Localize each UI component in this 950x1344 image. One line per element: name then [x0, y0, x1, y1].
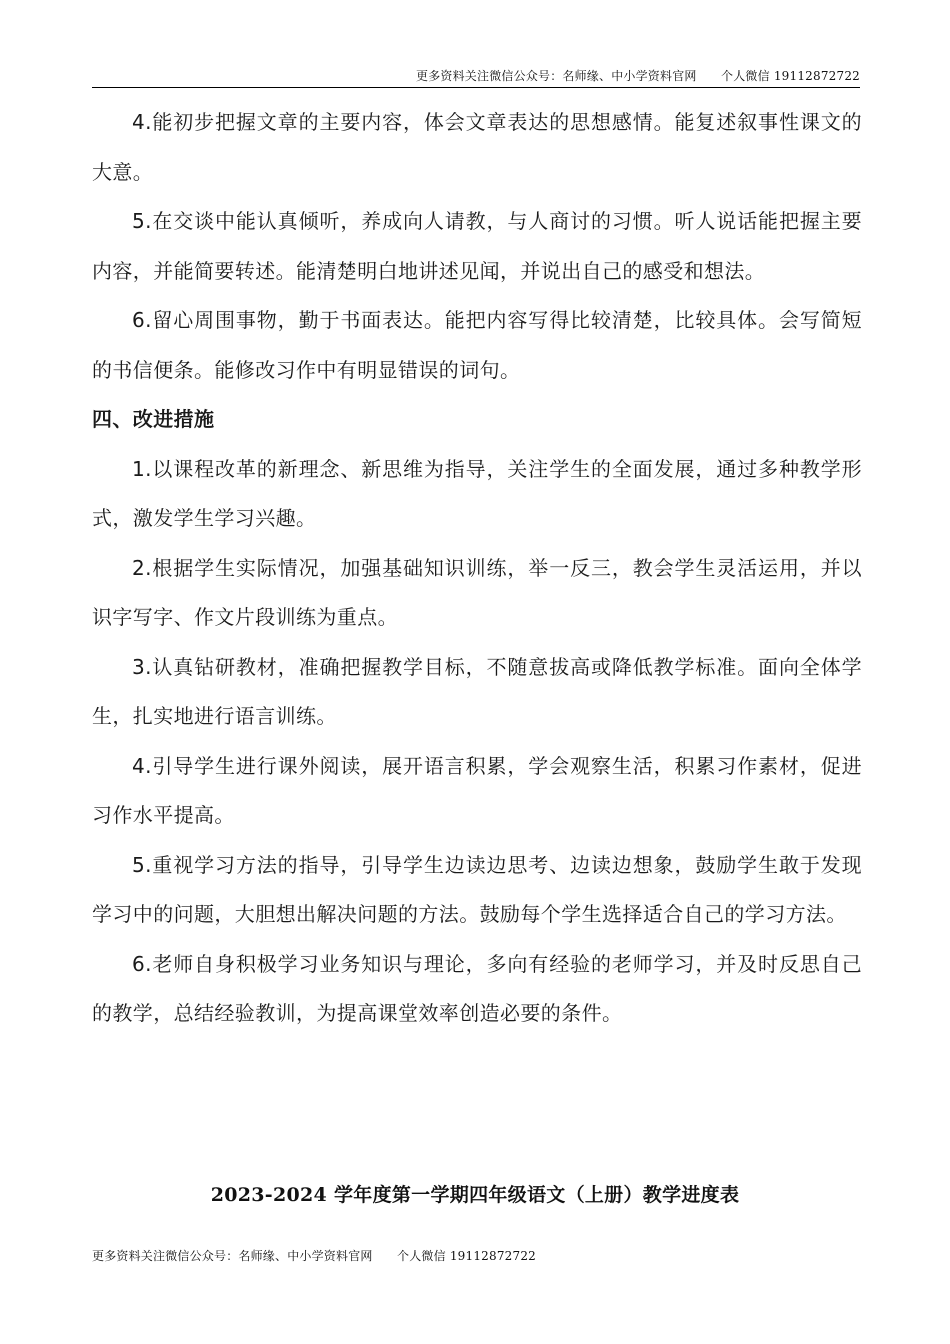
measure-item-3: 3.认真钻研教材，准确把握教学目标，不随意拔高或降低教学标准。面向全体学生，扎实地进行语言训练。 [92, 654, 862, 728]
paragraph-goal-4: 4.能初步把握文章的主要内容，体会文章表达的思想感情。能复述叙事性课文的大意。 [92, 110, 862, 184]
page-footer: 更多资料关注微信公众号：名师缘、中小学资料官网 个人微信 19112872722 [92, 1249, 536, 1263]
measure-item-1: 1.以课程改革的新理念、新思维为指导，关注学生的全面发展，通过多种教学形式，激发学生学习兴趣。 [92, 456, 862, 530]
measure-item-4: 4.引导学生进行课外阅读，展开语言积累，学会观察生活，积累习作素材，促进习作水平提高。 [92, 753, 862, 827]
paragraph-goal-5: 5.在交谈中能认真倾听，养成向人请教，与人商讨的习惯。听人说话能把握主要内容，并能简要转述。能清楚明白地讲述见闻，并说出自己的感受和想法。 [92, 209, 862, 283]
paragraph-goal-6: 6.留心周围事物，勤于书面表达。能把内容写得比较清楚，比较具体。会写简短的书信便条。能修改习作中有明显错误的词句。 [92, 308, 862, 382]
document-body [92, 98, 862, 1039]
document-title: 2023-2024 学年度第一学期四年级语文（上册）教学进度表 [210, 1184, 740, 1206]
measure-item-6: 6.老师自身积极学习业务知识与理论，多向有经验的老师学习，并及时反思自己的教学，总结经验教训，为提高课堂效率创造必要的条件。 [92, 951, 862, 1025]
section-title: 四、改进措施 [92, 407, 215, 431]
measure-item-5: 5.重视学习方法的指导，引导学生边读边思考、边读边想象，鼓励学生敢于发现学习中的问题，大胆想出解决问题的方法。鼓励每个学生选择适合自己的学习方法。 [92, 852, 862, 926]
measure-item-2: 2.根据学生实际情况，加强基础知识训练，举一反三，教会学生灵活运用，并以识字写字、作文片段训练为重点。 [92, 555, 862, 629]
page-header [92, 64, 860, 88]
header-text: 更多资料关注微信公众号：名师缘、中小学资料官网 个人微信 19112872722 [416, 69, 860, 83]
